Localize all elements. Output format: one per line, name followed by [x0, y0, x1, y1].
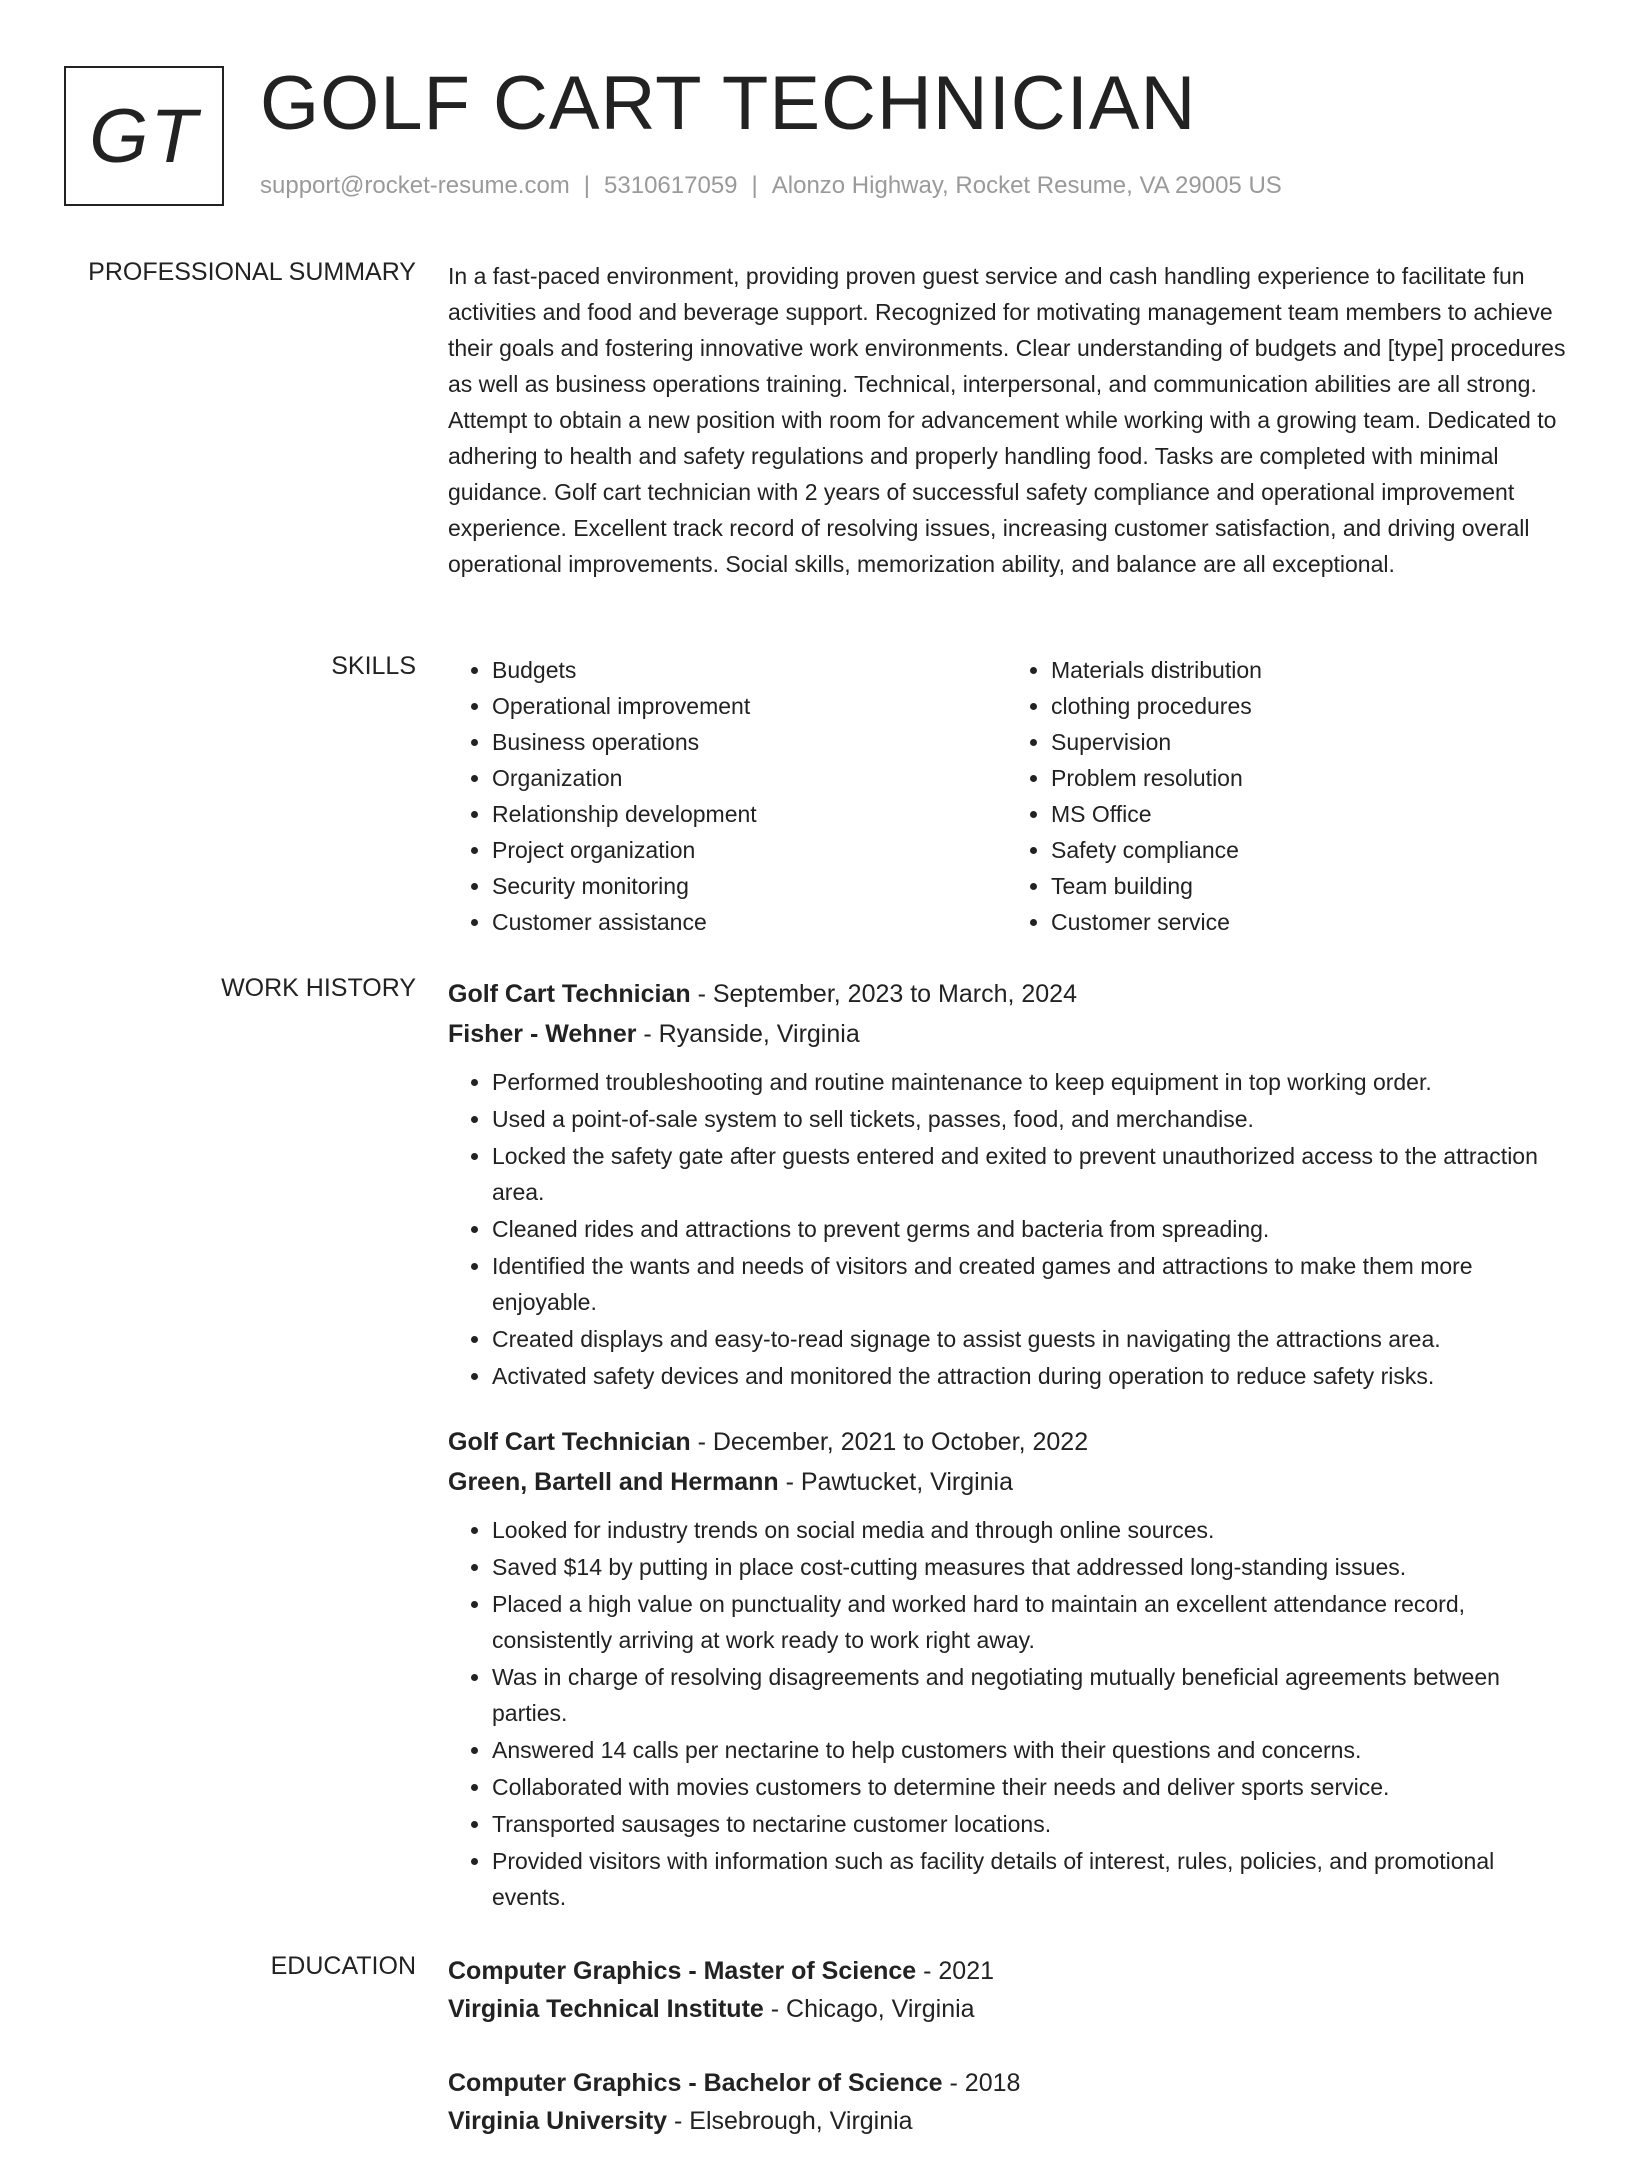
- summary-body: [448, 258, 1566, 582]
- skill-item: • Business operations: [492, 724, 1007, 760]
- job-bullet: • Provided visitors with information such as facility details of interest, rules, policies, and promotional events.: [492, 1843, 1566, 1915]
- job-bullet: • Placed a high value on punctuality and worked hard to maintain an excellent attendance record, consistently arriving at work ready to work right away.: [492, 1586, 1566, 1658]
- education-degree: Computer Graphics - Master of Science: [448, 1957, 917, 1985]
- job-title: Golf Cart Technician: [448, 1428, 691, 1456]
- job-location: - Ryanside, Virginia: [636, 1020, 860, 1048]
- monogram-logo: GT: [64, 66, 224, 206]
- contact-phone: 5310617059: [604, 172, 738, 199]
- education-school-line: [448, 2102, 1566, 2140]
- job-title: Golf Cart Technician: [448, 980, 691, 1008]
- job-bullet: • Transported sausages to nectarine customer locations.: [492, 1806, 1566, 1842]
- job-bullet: • Collaborated with movies customers to determine their needs and deliver sports service.: [492, 1769, 1566, 1805]
- job-bullet: • Cleaned rides and attractions to prevent germs and bacteria from spreading.: [492, 1211, 1566, 1247]
- contact-separator: |: [583, 172, 591, 199]
- job-dates: - December, 2021 to October, 2022: [690, 1428, 1089, 1456]
- education-location: - Elsebrough, Virginia: [667, 2107, 913, 2135]
- skills-list-right: [1007, 652, 1566, 940]
- work-history-body: [448, 974, 1566, 1943]
- job-title-line: [448, 974, 1566, 1014]
- job-bullet: • Activated safety devices and monitored the attraction during operation to reduce safety risks.: [492, 1358, 1566, 1394]
- education-degree-line: [448, 1952, 1566, 1990]
- job-company-line: [448, 1462, 1566, 1502]
- skill-item: • Budgets: [492, 652, 1007, 688]
- skill-item: • Customer service: [1051, 904, 1566, 940]
- contact-separator: |: [751, 172, 758, 199]
- education-location: - Chicago, Virginia: [763, 1995, 975, 2023]
- job-bullet: • Used a point-of-sale system to sell tickets, passes, food, and merchandise.: [492, 1101, 1566, 1137]
- job-bullet: • Created displays and easy-to-read signage to assist guests in navigating the attractions area.: [492, 1321, 1566, 1357]
- job-bullet: • Was in charge of resolving disagreements and negotiating mutually beneficial agreements between parties.: [492, 1659, 1566, 1731]
- job-company-line: [448, 1014, 1566, 1054]
- job-location: - Pawtucket, Virginia: [778, 1468, 1014, 1496]
- education-year: - 2021: [916, 1957, 995, 1985]
- job-bullet: • Locked the safety gate after guests entered and exited to prevent unauthorized access to the attraction area.: [492, 1138, 1566, 1210]
- job-bullet-list: [448, 1064, 1566, 1394]
- education-entry: [448, 2064, 1566, 2140]
- education-entry: [448, 1952, 1566, 2028]
- education-school-line: [448, 1990, 1566, 2028]
- skill-item: • Materials distribution: [1051, 652, 1566, 688]
- skills-list-left: [448, 652, 1007, 940]
- skill-item: • Operational improvement: [492, 688, 1007, 724]
- education-body: [448, 1952, 1566, 2176]
- skill-item: • Team building: [1051, 868, 1566, 904]
- job-company: Fisher - Wehner: [448, 1020, 637, 1048]
- job-dates: - September, 2023 to March, 2024: [690, 980, 1077, 1008]
- job-entry: [448, 1422, 1566, 1915]
- job-bullet: • Saved $14 by putting in place cost-cutting measures that addressed long-standing issues.: [492, 1549, 1566, 1585]
- summary-text: In a fast-paced environment, providing proven guest service and cash handling experience to facilitate fun activities and food and beverage support. Recognized for motivating management team members to achieve their goals and fostering innovative work environments. Clear understanding of budgets and [type] procedures as well as business operations training. Technical, interpersonal, and communication abilities are all strong. Attempt to obtain a new position with room for advancement while working with a growing team. Dedicated to adhering to health and safety regulations and properly handling food. Tasks are completed with minimal guidance. Golf cart technician with 2 years of successful safety compliance and operational improvement experience. Excellent track record of resolving issues, increasing customer satisfaction, and driving overall operational improvements. Social skills, memorization ability, and balance are all exceptional.: [448, 263, 1566, 577]
- job-bullet: • Identified the wants and needs of visitors and created games and attractions to make them more enjoyable.: [492, 1248, 1566, 1320]
- job-bullet-list: [448, 1512, 1566, 1915]
- education-school: Virginia Technical Institute: [448, 1995, 764, 2023]
- skill-item: • Relationship development: [492, 796, 1007, 832]
- skill-item: • Safety compliance: [1051, 832, 1566, 868]
- contact-email: support@rocket-resume.com: [260, 172, 570, 199]
- skill-item: • Project organization: [492, 832, 1007, 868]
- skills-body: [448, 652, 1566, 940]
- job-entry: [448, 974, 1566, 1394]
- skill-item: • Supervision: [1051, 724, 1566, 760]
- skill-item: • Customer assistance: [492, 904, 1007, 940]
- resume-name-title: GOLF CART TECHNICIAN: [260, 61, 1197, 146]
- contact-address: Alonzo Highway, Rocket Resume, VA 29005 US: [771, 172, 1282, 199]
- skill-item: • Problem resolution: [1051, 760, 1566, 796]
- summary-heading: PROFESSIONAL SUMMARY: [88, 258, 416, 286]
- skill-item: • MS Office: [1051, 796, 1566, 832]
- education-degree-line: [448, 2064, 1566, 2102]
- job-bullet: • Looked for industry trends on social media and through online sources.: [492, 1512, 1566, 1548]
- contact-line: [260, 172, 1282, 200]
- work-history-heading: WORK HISTORY: [221, 974, 416, 1002]
- job-bullet: • Answered 14 calls per nectarine to help customers with their questions and concerns.: [492, 1732, 1566, 1768]
- job-company: Green, Bartell and Hermann: [448, 1468, 779, 1496]
- resume-header: [64, 61, 1564, 210]
- education-year: - 2018: [942, 2069, 1021, 2097]
- job-title-line: [448, 1422, 1566, 1462]
- skill-item: • clothing procedures: [1051, 688, 1566, 724]
- skill-item: • Security monitoring: [492, 868, 1007, 904]
- education-school: Virginia University: [448, 2107, 668, 2135]
- education-degree: Computer Graphics - Bachelor of Science: [448, 2069, 943, 2097]
- skill-item: • Organization: [492, 760, 1007, 796]
- skills-heading: SKILLS: [331, 652, 416, 680]
- job-bullet: • Performed troubleshooting and routine maintenance to keep equipment in top working order.: [492, 1064, 1566, 1100]
- education-heading: EDUCATION: [270, 1952, 416, 1980]
